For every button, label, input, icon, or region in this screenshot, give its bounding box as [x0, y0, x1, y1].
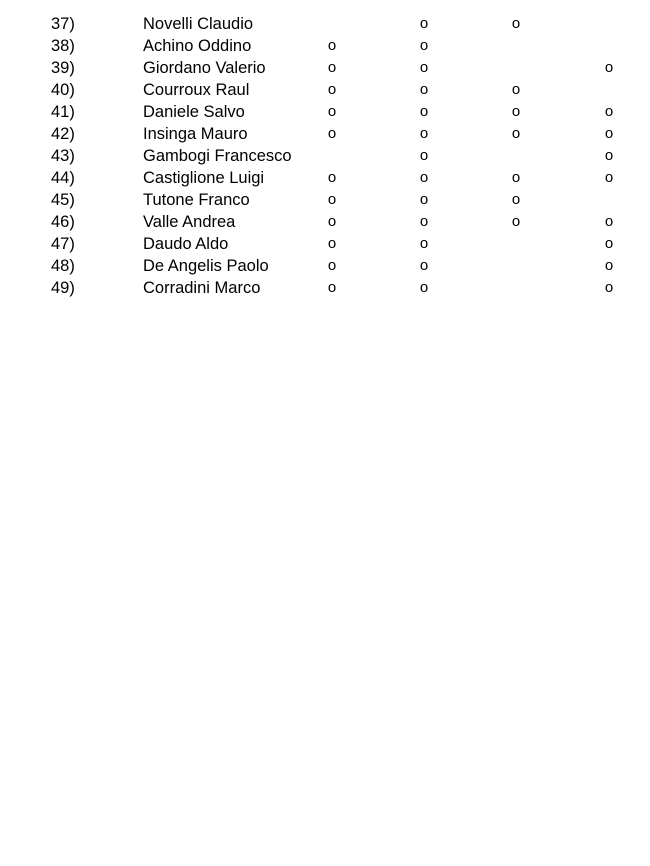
member-name: Novelli Claudio	[143, 15, 254, 33]
presence-mark: o	[327, 257, 337, 274]
presence-mark: o	[327, 169, 337, 186]
member-name: Daniele Salvo	[143, 103, 245, 121]
presence-mark: o	[604, 59, 614, 76]
presence-mark: o	[419, 147, 429, 164]
member-name: Giordano Valerio	[143, 59, 266, 77]
presence-mark: o	[419, 279, 429, 296]
presence-mark: o	[419, 169, 429, 186]
member-name: Gambogi Francesco	[143, 147, 292, 165]
presence-mark: o	[604, 235, 614, 252]
member-name: De Angelis Paolo	[143, 257, 269, 275]
member-name: Valle Andrea	[143, 213, 236, 231]
row-number: 49)	[51, 279, 75, 297]
row-number: 38)	[51, 37, 75, 55]
list-row	[0, 13, 650, 35]
presence-mark: o	[327, 125, 337, 142]
list-row	[0, 167, 650, 189]
presence-mark: o	[511, 213, 521, 230]
presence-mark: o	[419, 235, 429, 252]
presence-mark: o	[604, 125, 614, 142]
presence-mark: o	[327, 59, 337, 76]
list-row	[0, 79, 650, 101]
list-row	[0, 211, 650, 233]
row-number: 47)	[51, 235, 75, 253]
presence-mark: o	[604, 169, 614, 186]
row-number: 42)	[51, 125, 75, 143]
row-number: 41)	[51, 103, 75, 121]
presence-mark: o	[604, 147, 614, 164]
member-name: Daudo Aldo	[143, 235, 229, 253]
presence-mark: o	[419, 213, 429, 230]
presence-mark: o	[419, 15, 429, 32]
member-name: Castiglione Luigi	[143, 169, 265, 187]
presence-mark: o	[419, 125, 429, 142]
row-number: 45)	[51, 191, 75, 209]
list-row	[0, 189, 650, 211]
presence-mark: o	[419, 257, 429, 274]
presence-mark: o	[511, 191, 521, 208]
member-name: Insinga Mauro	[143, 125, 248, 143]
presence-mark: o	[511, 125, 521, 142]
presence-mark: o	[604, 213, 614, 230]
presence-mark: o	[327, 37, 337, 54]
presence-mark: o	[327, 235, 337, 252]
row-number: 46)	[51, 213, 75, 231]
presence-mark: o	[419, 103, 429, 120]
presence-mark: o	[327, 279, 337, 296]
member-name: Courroux Raul	[143, 81, 250, 99]
list-row	[0, 57, 650, 79]
row-number: 44)	[51, 169, 75, 187]
presence-mark: o	[511, 103, 521, 120]
presence-mark: o	[327, 191, 337, 208]
presence-mark: o	[604, 279, 614, 296]
presence-mark: o	[419, 191, 429, 208]
presence-mark: o	[327, 103, 337, 120]
row-number: 39)	[51, 59, 75, 77]
row-number: 48)	[51, 257, 75, 275]
presence-mark: o	[511, 169, 521, 186]
row-number: 37)	[51, 15, 75, 33]
presence-mark: o	[419, 81, 429, 98]
presence-mark: o	[419, 37, 429, 54]
presence-mark: o	[511, 81, 521, 98]
member-name: Tutone Franco	[143, 191, 250, 209]
list-row	[0, 101, 650, 123]
member-name: Corradini Marco	[143, 279, 261, 297]
list-row	[0, 123, 650, 145]
list-row	[0, 233, 650, 255]
list-row	[0, 255, 650, 277]
presence-mark: o	[604, 257, 614, 274]
presence-mark: o	[327, 213, 337, 230]
presence-mark: o	[327, 81, 337, 98]
list-row	[0, 145, 650, 167]
row-number: 40)	[51, 81, 75, 99]
presence-mark: o	[604, 103, 614, 120]
member-name: Achino Oddino	[143, 37, 252, 55]
row-number: 43)	[51, 147, 75, 165]
attendance-list	[0, 13, 650, 299]
presence-mark: o	[419, 59, 429, 76]
list-row	[0, 35, 650, 57]
list-row	[0, 277, 650, 299]
presence-mark: o	[511, 15, 521, 32]
